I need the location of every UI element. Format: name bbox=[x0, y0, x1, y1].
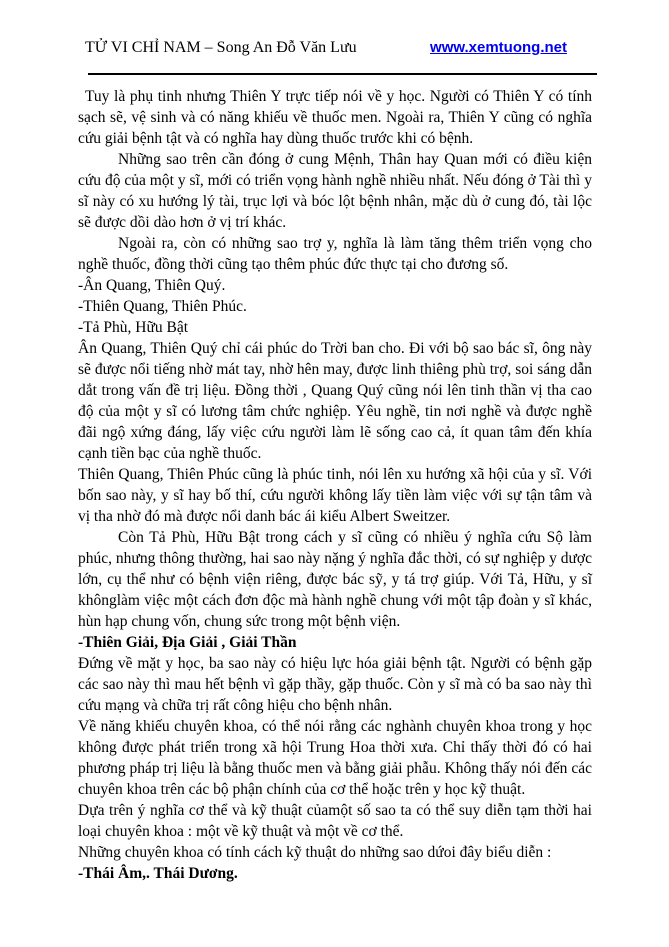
paragraph: Thiên Quang, Thiên Phúc cũng là phúc tinh, nói lên xu hướng xã hội của y sĩ. Với bốn sao này, y sĩ hay bố thí, cứu người không lấy tiền làm việc với sự tận tâm và vị tha nhờ đó mà được nổi danh bác ái kiểu Albert Sweitzer. bbox=[78, 466, 592, 525]
page-title: TỬ VI CHỈ NAM – Song An Đỗ Văn Lưu bbox=[85, 39, 357, 56]
paragraph: Những sao trên cần đóng ở cung Mệnh, Thân hay Quan mới có điều kiện cứu độ của một y sĩ, mới có triển vọng hành nghề nhiều nhất. Nếu đóng ở Tài thì y sĩ này có xu hướng lý tài, trục lợi và bóc lột bệnh nhân, mặc dù ở cung đó, tài lộc sẽ được dồi dào hơn ở vị trí khác. bbox=[78, 151, 592, 231]
paragraph: Về năng khiếu chuyên khoa, có thể nói rằng các nghành chuyên khoa trong y học không được phát triển trong xã hội Trung Hoa thời xưa. Chỉ thấy thời đó có hai phương pháp trị liệu là bằng thuốc men và bằng giải phẫu. Không thấy nói đến các chuyên khoa trên các bộ phận chính của cơ thể hoặc trên y học kỹ thuật. bbox=[78, 718, 592, 798]
paragraph: Những chuyên khoa có tính cách kỹ thuật do những sao dứoi đây biểu diễn : bbox=[78, 844, 552, 861]
paragraph: Tuy là phụ tinh nhưng Thiên Y trực tiếp nói về y học. Người có Thiên Y có tính sạch sẽ, vệ sinh và có năng khiếu về thuốc men. Ngoài ra, Thiên Y cũng có nghĩa cứu giải bệnh tật và có nghĩa hay dùng thuốc trước khi có bệnh. bbox=[78, 88, 592, 147]
paragraph: Ân Quang, Thiên Quý chỉ cái phúc do Trời ban cho. Đi với bộ sao bác sĩ, ông này sẽ được nổi tiếng nhờ mát tay, nhờ hên may, được linh thiêng phù trợ, soi sáng dẫn dắt trong vấn đề trị liệu. Đồng thời , Quang Quý cũng nói lên tinh thần vị tha cao độ của một y sĩ có lương tâm chức nghiệp. Yêu nghề, tin nơi nghề và được nghề đãi ngộ xứng đáng, lấy việc cứu người làm lẽ sống cao cả, ít quan tâm đến khía cạnh tiền bạc của nghề thuốc. bbox=[78, 340, 592, 462]
paragraph: Dựa trên ý nghĩa cơ thể và kỹ thuật củamột số sao ta có thể suy diễn tạm thời hai loại chuyên khoa : một về kỹ thuật và một về cơ thể. bbox=[78, 802, 592, 840]
header-divider bbox=[88, 73, 597, 75]
paragraph: Ngoài ra, còn có những sao trợ y, nghĩa là làm tăng thêm triển vọng cho nghề thuốc, đồng thời cũng tạo thêm phúc đức thực tại cho đương số. bbox=[78, 235, 592, 273]
paragraph: Còn Tả Phù, Hữu Bật trong cách y sĩ cũng có nhiều ý nghĩa cứu Sộ làm phúc, nhưng thông thường, hai sao này nặng ý nghĩa đắc thời, có sự nghiệp y dược lớn, cụ thể như có bệnh viện riêng, được bác sỹ, y tá trợ giúp. Với Tả, Hữu, y sĩ khônglàm việc một cách đơn độc mà hành nghề chung với một tập đoàn y sĩ khác, hùn hạp chung vốn, chung sức trong một bệnh viện. bbox=[78, 529, 592, 630]
site-link[interactable]: www.xemtuong.net bbox=[430, 39, 567, 56]
paragraph: -Tả Phù, Hữu Bật bbox=[78, 319, 188, 336]
paragraph: Đứng về mặt y học, ba sao này có hiệu lực hóa giải bệnh tật. Người có bệnh gặp các sao này thì mau hết bệnh vì gặp thầy, gặp thuốc. Còn y sĩ mà có ba sao này thì cứu mạng và chữa trị rất công hiệu cho bệnh nhân. bbox=[78, 655, 592, 714]
paragraph: -Thái Âm,. Thái Dương. bbox=[78, 865, 238, 882]
document-body bbox=[78, 86, 592, 884]
paragraph: -Ân Quang, Thiên Quý. bbox=[78, 277, 226, 294]
paragraph: -Thiên Quang, Thiên Phúc. bbox=[78, 298, 247, 315]
paragraph: -Thiên Giải, Địa Giải , Giải Thần bbox=[78, 634, 297, 651]
page-header bbox=[85, 38, 567, 58]
